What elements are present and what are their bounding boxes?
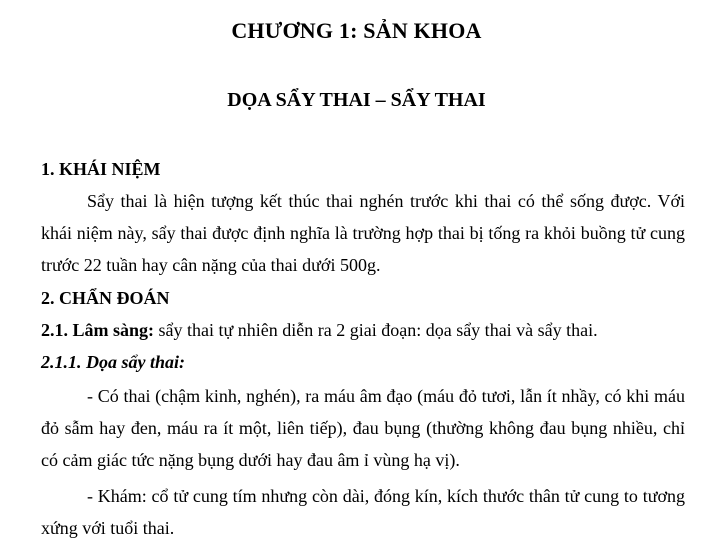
section-1-paragraph: Sẩy thai là hiện tượng kết thúc thai nghén trước khi thai có thể sống được. Với khái niệm này, sẩy thai được định nghĩa là trường hợp thai bị tống ra khỏi buồng tử cung trước 22 tuần hay cân nặng của thai dưới 500g. <box>41 191 685 275</box>
document-title: DỌA SẨY THAI – SẨY THAI <box>227 89 486 111</box>
section-2-heading: 2. CHẨN ĐOÁN <box>41 288 170 308</box>
section-1-heading: 1. KHÁI NIỆM <box>41 159 161 179</box>
chapter-title: CHƯƠNG 1: SẢN KHOA <box>231 18 482 43</box>
symptoms-paragraph: - Có thai (chậm kinh, nghén), ra máu âm đạo (máu đỏ tươi, lẫn ít nhầy, có khi máu đỏ sẫm hay đen, máu ra ít một, liên tiếp), đau bụng (thường không đau bụng nhiều, chỉ có cảm giác tức nặng bụng dưới hay đau âm ỉ vùng hạ vị). <box>41 386 685 470</box>
subsection-2-1 <box>41 314 685 346</box>
examination-paragraph: - Khám: cổ tử cung tím nhưng còn dài, đóng kín, kích thước thân tử cung to tương xứng với tuổi thai. <box>41 486 685 538</box>
subsection-2-1-1-heading: 2.1.1. Dọa sẩy thai: <box>41 352 185 372</box>
subsection-2-1-label: 2.1. Lâm sàng: <box>41 320 155 340</box>
subsection-2-1-text: sẩy thai tự nhiên diễn ra 2 giai đoạn: dọa sẩy thai và sẩy thai. <box>154 320 598 340</box>
